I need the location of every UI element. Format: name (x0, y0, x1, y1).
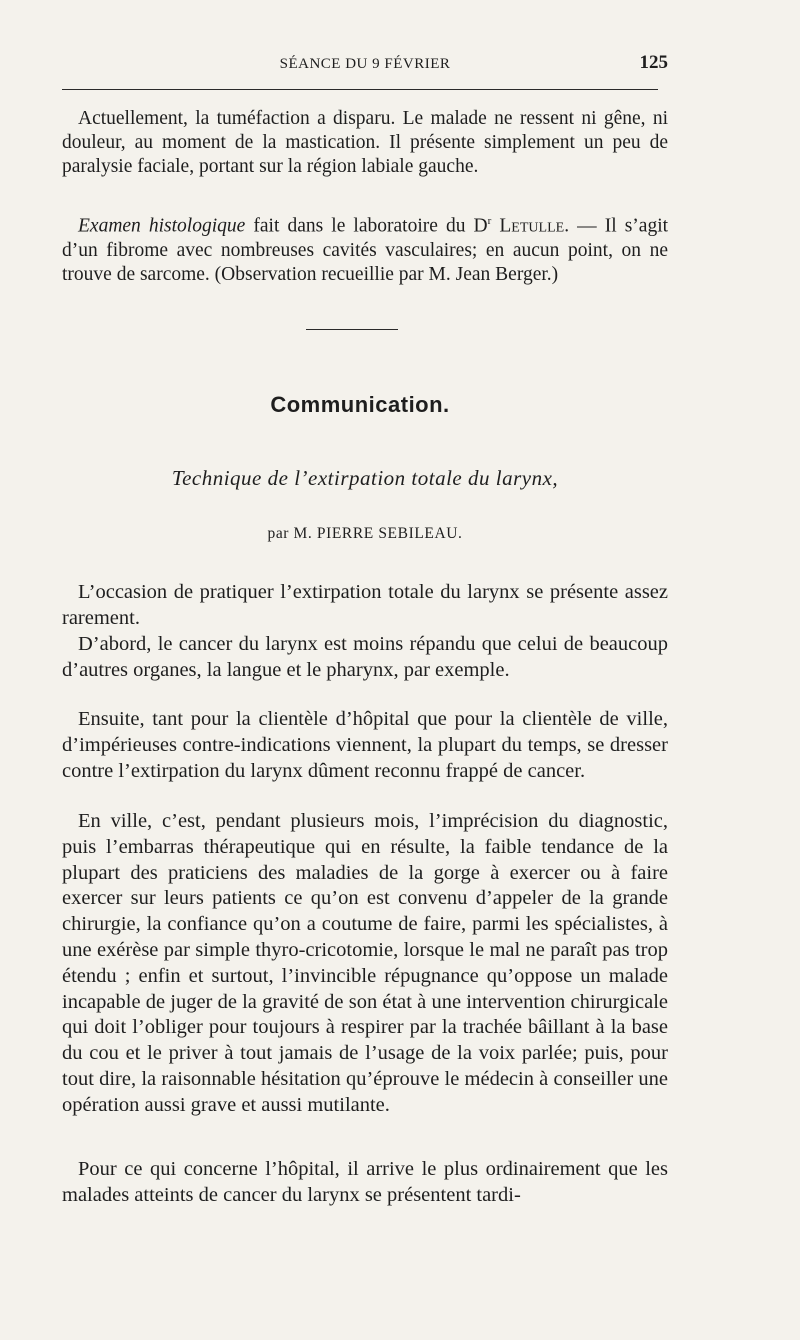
body-paragraph: L’occasion de pratiquer l’extirpation totale du larynx se présente assez rarement. (62, 581, 668, 629)
histology-text-2: . — Il s’agit d’un fibrome avec nombreuses cavités vasculaires; en aucun point, on ne trouve de sarcome. (Observation recueillie par M. Jean Berger.) (62, 215, 669, 285)
lab-director-name: Letulle (491, 215, 565, 237)
header-rule (62, 89, 658, 90)
doctor-superscript: r (487, 215, 492, 227)
histology-text-1: fait dans le laboratoire du D (245, 215, 488, 237)
header-title: SÉANCE DU 9 FÉVRIER (279, 56, 451, 72)
body-paragraph: En ville, c’est, pendant plusieurs mois, l’imprécision du diagnostic, puis l’embarras thérapeutique qui en résulte, la faible tendance de la plupart des praticiens des maladies de la gorge à exercer ou à faire exercer sur leurs patients ce qu’on est convenu d’appeler de la grande chirurgie, la confiance qu’on a coutume de faire, parmi les spécialistes, à une exérèse par simple thyro-cricotomie, lorsque le mal ne paraît pas trop étendu ; enfin et surtout, l’invincible répugnance qu’oppose un malade incapable de juger de la gravité de son état à une intervention chirurgicale qui doit l’obliger pour toujours à respirer par la trachée bâillant à la base du cou et le priver à tout jamais de l’usage de la voix parlée; puis, pour tout dire, la raisonnable hésitation qu’éprouve le médecin à conseiller une opération aussi grave et aussi mutilante. (62, 810, 668, 1116)
body-paragraph: Pour ce qui concerne l’hôpital, il arrive le plus ordinairement que les malades atteints de cancer du larynx se présentent tardi- (62, 1158, 668, 1206)
body-paragraph: Ensuite, tant pour la clientèle d’hôpital que pour la clientèle de ville, d’impérieuses contre-indications viennent, la plupart du temps, se dresser contre l’extirpation du larynx dûment reconnu frappé de cancer. (62, 708, 668, 782)
body-paragraph: D’abord, le cancer du larynx est moins répandu que celui de beaucoup d’autres organes, la langue et le pharynx, par exemple. (62, 633, 668, 681)
article-author: par M. PIERRE SEBILEAU. (267, 525, 463, 542)
page-number: 125 (639, 52, 668, 73)
running-header (62, 52, 668, 78)
section-heading: Communication. (270, 392, 450, 417)
section-separator (306, 329, 398, 330)
paragraph-observation-end: Actuellement, la tuméfaction a disparu. Le malade ne ressent ni gêne, ni douleur, au moment de la mastication. Il présente simplement un peu de paralysie faciale, portant sur la région labiale gauche. (62, 108, 668, 177)
article-title: Technique de l’extirpation totale du larynx, (171, 466, 559, 490)
paragraph-histology (62, 209, 668, 287)
histology-lead: Examen histologique (78, 215, 246, 237)
